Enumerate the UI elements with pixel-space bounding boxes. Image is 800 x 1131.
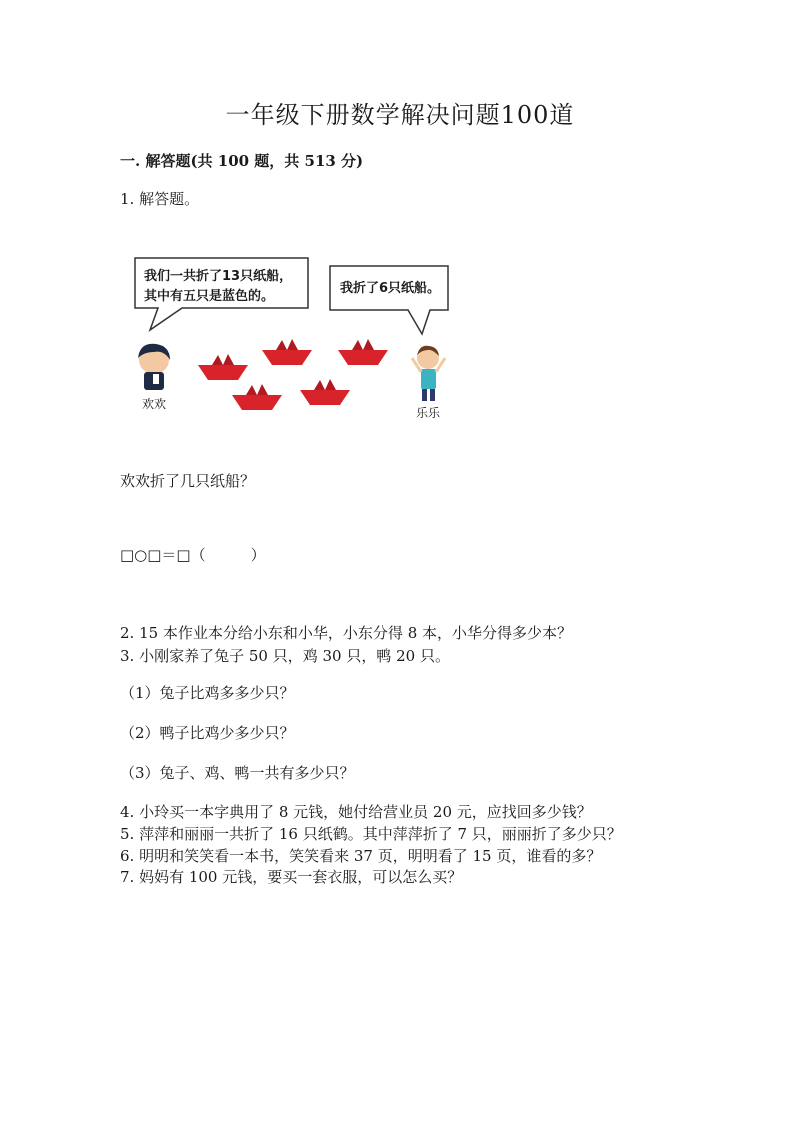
question-3-sub-1: （1）兔子比鸡多多少只？ — [120, 684, 295, 702]
speech-bubble-left — [135, 258, 308, 330]
question-5: 5. 萍萍和丽丽一共折了 16 只纸鹤。其中萍萍折了 7 只，丽丽折了多少只？ — [120, 825, 622, 843]
name-lele: 乐乐 — [416, 406, 441, 420]
question-4: 4. 小玲买一本字典用了 8 元钱，她付给营业员 20 元，应找回多少钱？ — [120, 803, 592, 821]
page-title: 一年级下册数学解决问题100道 — [225, 101, 575, 129]
question-1-formula: □○□＝□（ ） — [120, 546, 266, 564]
question-3-sub-3: （3）兔子、鸡、鸭一共有多少只？ — [120, 764, 355, 782]
bubble-left-line-1: 我们一共折了13只纸船， — [144, 269, 293, 284]
paper-boats — [198, 339, 388, 410]
question-3-sub-2: （2）鸭子比鸡少多少只？ — [120, 724, 295, 742]
section-heading: 一. 解答题(共 100 题，共 513 分) — [120, 152, 364, 170]
bubble-left-line-2: 其中有五只是蓝色的。 — [144, 289, 275, 304]
question-6: 6. 明明和笑笑看一本书，笑笑看来 37 页，明明看了 15 页，谁看的多？ — [120, 847, 602, 865]
question-1-text: 欢欢折了几只纸船？ — [120, 472, 256, 490]
question-1-label: 1. 解答题。 — [120, 190, 200, 208]
boy-lele-figure — [412, 346, 445, 420]
paper-boat-illustration — [120, 250, 460, 430]
question-7: 7. 妈妈有 100 元钱，要买一套衣服，可以怎么买？ — [120, 868, 463, 886]
boy-huanhuan-figure — [138, 344, 170, 411]
bubble-right-text: 我折了6只纸船。 — [340, 281, 441, 296]
name-huanhuan: 欢欢 — [142, 397, 167, 411]
question-3-stem: 3. 小刚家养了兔子 50 只，鸡 30 只，鸭 20 只。 — [120, 647, 450, 665]
question-2: 2. 15 本作业本分给小东和小华，小东分得 8 本，小华分得多少本？ — [120, 624, 573, 642]
speech-bubble-right — [330, 266, 448, 334]
